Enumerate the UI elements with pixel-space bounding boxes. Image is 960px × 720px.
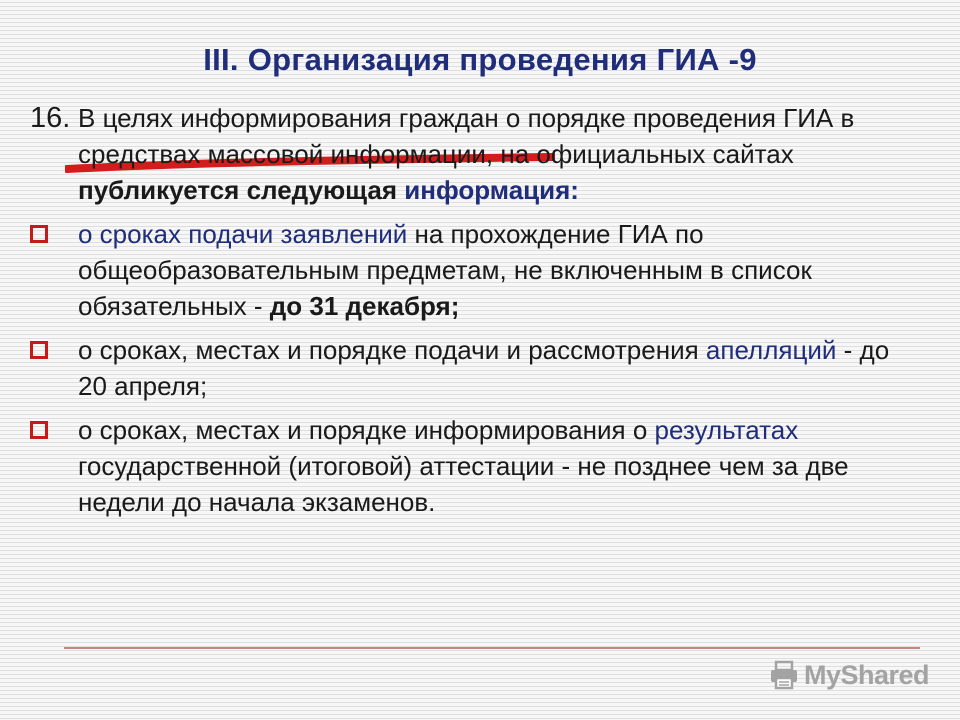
bullet-item-3	[30, 412, 910, 520]
intro-bold-text: публикуется следующая	[78, 175, 398, 205]
watermark-text: MyShared	[804, 659, 930, 690]
bullet-item-2	[30, 332, 910, 404]
bullet-2-highlight: апелляций	[705, 335, 837, 365]
intro-paragraph	[30, 100, 910, 208]
slide-title: III. Организация проведения ГИА -9	[203, 42, 757, 77]
square-bullet-icon	[30, 421, 48, 439]
slide-body	[30, 100, 910, 520]
bullet-3-highlight: результатах	[654, 415, 799, 445]
intro-text: В целях информирования граждан о порядке проведения ГИА в средствах массовой информации, на официальных сайтах	[78, 103, 855, 169]
bullet-3-text-before: о сроках, местах и порядке информирования о	[78, 415, 648, 445]
item-number: 16.	[30, 102, 71, 134]
bullet-item-1	[30, 216, 910, 324]
printer-icon	[768, 659, 800, 691]
intro-bold-blue-text: информация:	[404, 175, 579, 205]
bullet-2-text-after: - до 20 апреля;	[78, 335, 890, 401]
bullet-2-text-before: о сроках, местах и порядке подачи и рассмотрения	[78, 335, 699, 365]
bullet-1-deadline: до 31 декабря;	[269, 291, 460, 321]
bullet-3-text-after: государственной (итоговой) аттестации - не позднее чем за две недели до начала экзаменов.	[78, 451, 849, 517]
watermark	[768, 657, 929, 693]
bullet-1-highlight: о сроках подачи заявлений	[78, 219, 408, 249]
footer-divider	[64, 647, 920, 649]
bullet-1-text: на прохождение ГИА по общеобразовательным предметам, не включенным в список обязательных -	[78, 219, 812, 321]
square-bullet-icon	[30, 341, 48, 359]
square-bullet-icon	[30, 225, 48, 243]
